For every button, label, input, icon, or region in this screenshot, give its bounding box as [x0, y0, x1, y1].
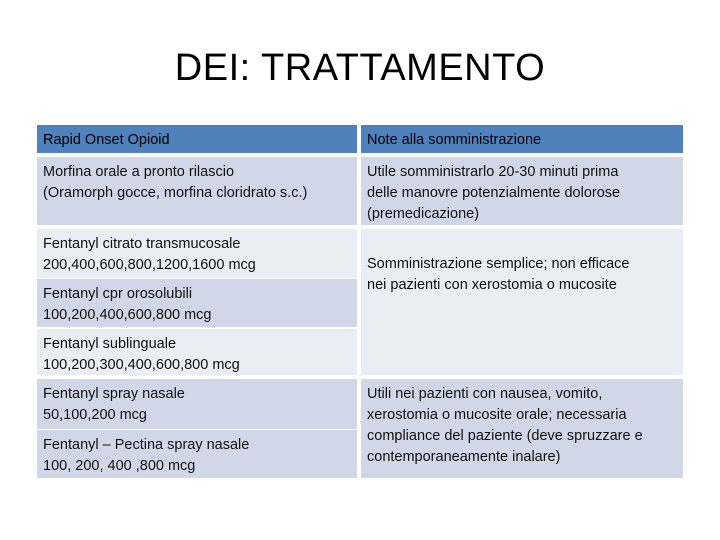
- opioid-detail: 100,200,300,400,600,800 mcg: [43, 357, 240, 373]
- opioid-name: Fentanyl cpr orosolubili: [43, 286, 193, 302]
- opioid-name: Fentanyl sublinguale: [43, 336, 177, 352]
- table-cell-note: [361, 157, 683, 225]
- opioid-detail: 100, 200, 400 ,800 mcg: [43, 458, 196, 474]
- opioid-name: Fentanyl citrato transmucosale: [43, 236, 241, 252]
- table-cell-opioid: [37, 430, 357, 478]
- note-line: contemporaneamente inalare): [367, 449, 561, 465]
- opioid-name: Fentanyl spray nasale: [43, 386, 185, 402]
- note-line: Somministrazione semplice; non efficace: [367, 256, 630, 272]
- table-cell-opioid: [37, 329, 357, 375]
- table-cell-opioid: [37, 229, 357, 278]
- note-line: (premedicazione): [367, 206, 480, 222]
- opioid-detail: 50,100,200 mcg: [43, 407, 147, 423]
- table-cell-opioid: [37, 279, 357, 327]
- opioid-detail: 200,400,600,800,1200,1600 mcg: [43, 257, 256, 273]
- note-line: Utili nei pazienti con nausea, vomito,: [367, 386, 603, 402]
- opioid-detail: (Oramorph gocce, morfina cloridrato s.c.): [43, 185, 308, 201]
- header-label: Rapid Onset Opioid: [43, 132, 170, 148]
- header-note-somministrazione: [361, 125, 683, 153]
- slide-title: DEI: TRATTAMENTO: [174, 47, 546, 89]
- header-rapid-onset-opioid: [37, 125, 357, 153]
- table-cell-note: [361, 379, 683, 478]
- note-line: nei pazienti con xerostomia o mucosite: [367, 277, 617, 293]
- opioid-name: Morfina orale a pronto rilascio: [43, 164, 235, 180]
- note-line: compliance del paziente (deve spruzzare e: [367, 428, 643, 444]
- note-line: Utile somministrarlo 20-30 minuti prima: [367, 164, 619, 180]
- opioid-name: Fentanyl – Pectina spray nasale: [43, 437, 250, 453]
- note-line: xerostomia o mucosite orale; necessaria: [367, 407, 627, 423]
- header-label: Note alla somministrazione: [367, 132, 542, 148]
- table-cell-opioid: [37, 379, 357, 429]
- opioid-detail: 100,200,400,600,800 mcg: [43, 307, 212, 323]
- table-cell-opioid: [37, 157, 357, 225]
- table-cell-note: [361, 229, 683, 375]
- note-line: delle manovre potenzialmente dolorose: [367, 185, 621, 201]
